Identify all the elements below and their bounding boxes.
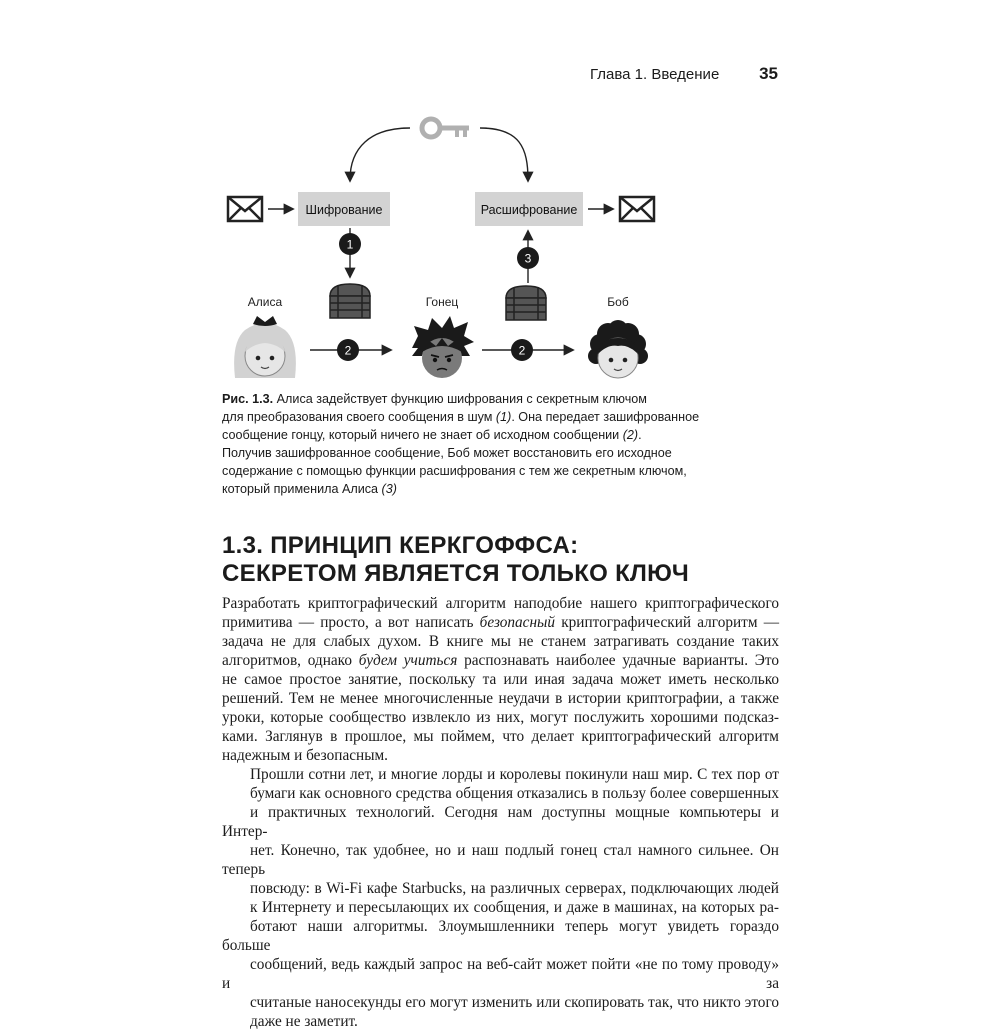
- caption-line: содержание с помощью функции расшифрования с тем же секретным ключом,: [222, 464, 687, 478]
- paragraph-2: Прошли сотни лет, и многие лорды и королевы покинули наш мир. С тех пор от бумаги как основного средства общения отказались в пользу более совершенных и практичных технологий. Сегодня нам доступны мощные компьютеры и Интер- нет. Конечно, так удобнее, но и наш подлый гонец стал намного сильнее. Он теперь повсюду: в Wi-Fi кафе Starbucks, на различных серверах, подключающих людей к Интернету и пересылающих их сообщения, и даже в машинах, на которых ра- ботают наши алгоритмы. Злоумышленники теперь могут увидеть гораздо больше сообщений, ведь каждый запрос на веб-сайт может пойти «не по тому проводу» и за считаные наносекунды его могут изменить или скопировать так, что никто этого даже не заметит.: [222, 766, 779, 1030]
- step2a-number: 2: [344, 343, 352, 358]
- figure-diagram: [210, 108, 680, 388]
- caption-line: сообщение гонцу, который ничего не знает об исходном сообщении (2).: [222, 428, 642, 442]
- messenger-face-icon: [412, 316, 474, 378]
- step1-number: 1: [346, 237, 354, 252]
- caption-line: Рис. 1.3. Алиса задействует функцию шифрования с секретным ключом: [222, 392, 647, 406]
- caption-line: Получив зашифрованное сообщение, Боб может восстановить его исходное: [222, 446, 672, 460]
- section-heading-line1: 1.3. ПРИНЦИП КЕРКГОФФСА:: [222, 532, 579, 559]
- caption-line: для преобразования своего сообщения в шум (1). Она передает зашифрованное: [222, 410, 700, 424]
- running-header: [590, 64, 780, 88]
- section-heading-line2: СЕКРЕТОМ ЯВЛЯЕТСЯ ТОЛЬКО КЛЮЧ: [222, 560, 690, 587]
- step3-number: 3: [524, 251, 532, 266]
- caption-line: который применила Алиса (3): [222, 482, 397, 496]
- key-to-decrypt-arrow: [480, 128, 528, 180]
- figure-label: Рис. 1.3.: [222, 392, 274, 406]
- encrypt-label: Шифрование: [305, 203, 383, 217]
- chest-icon: [330, 284, 370, 318]
- figure-caption: [222, 390, 782, 498]
- key-to-encrypt-arrow: [350, 128, 410, 180]
- paragraph-1: Разработать криптографический алгоритм наподобие нашего криптографического примитива — просто, а вот написать безопасный криптографический алгоритм — задача не для слабых духом. В книге мы не станем затрагивать создание таких алгоритмов, однако будем учиться распознавать наиболее удачные варианты. Это не самое простое занятие, поскольку та или иная задача может иметь несколько решений. Тем не менее многочисленные неудачи в истории криптографии, а также уроки, которые сообщество извлекло из них, могут послужить хорошими подсказ- ками. Заглянув в прошлое, мы поймем, что делает криптографический алгоритм надежным и безопасным.: [222, 595, 779, 764]
- alice-face-icon: [234, 316, 296, 378]
- chapter-title: Глава 1. Введение: [590, 66, 720, 83]
- envelope-icon: [228, 197, 262, 221]
- page-number: 35: [759, 64, 778, 83]
- section-heading: [222, 532, 782, 588]
- chest-icon: [506, 286, 546, 320]
- decrypt-label: Расшифрование: [480, 203, 578, 217]
- messenger-label: Гонец: [425, 295, 459, 309]
- envelope-icon: [620, 197, 654, 221]
- key-icon: [422, 119, 469, 137]
- alice-label: Алиса: [247, 295, 283, 309]
- body-text: [222, 594, 779, 1031]
- step2b-number: 2: [518, 343, 526, 358]
- bob-label: Боб: [607, 295, 629, 309]
- bob-face-icon: [588, 320, 648, 378]
